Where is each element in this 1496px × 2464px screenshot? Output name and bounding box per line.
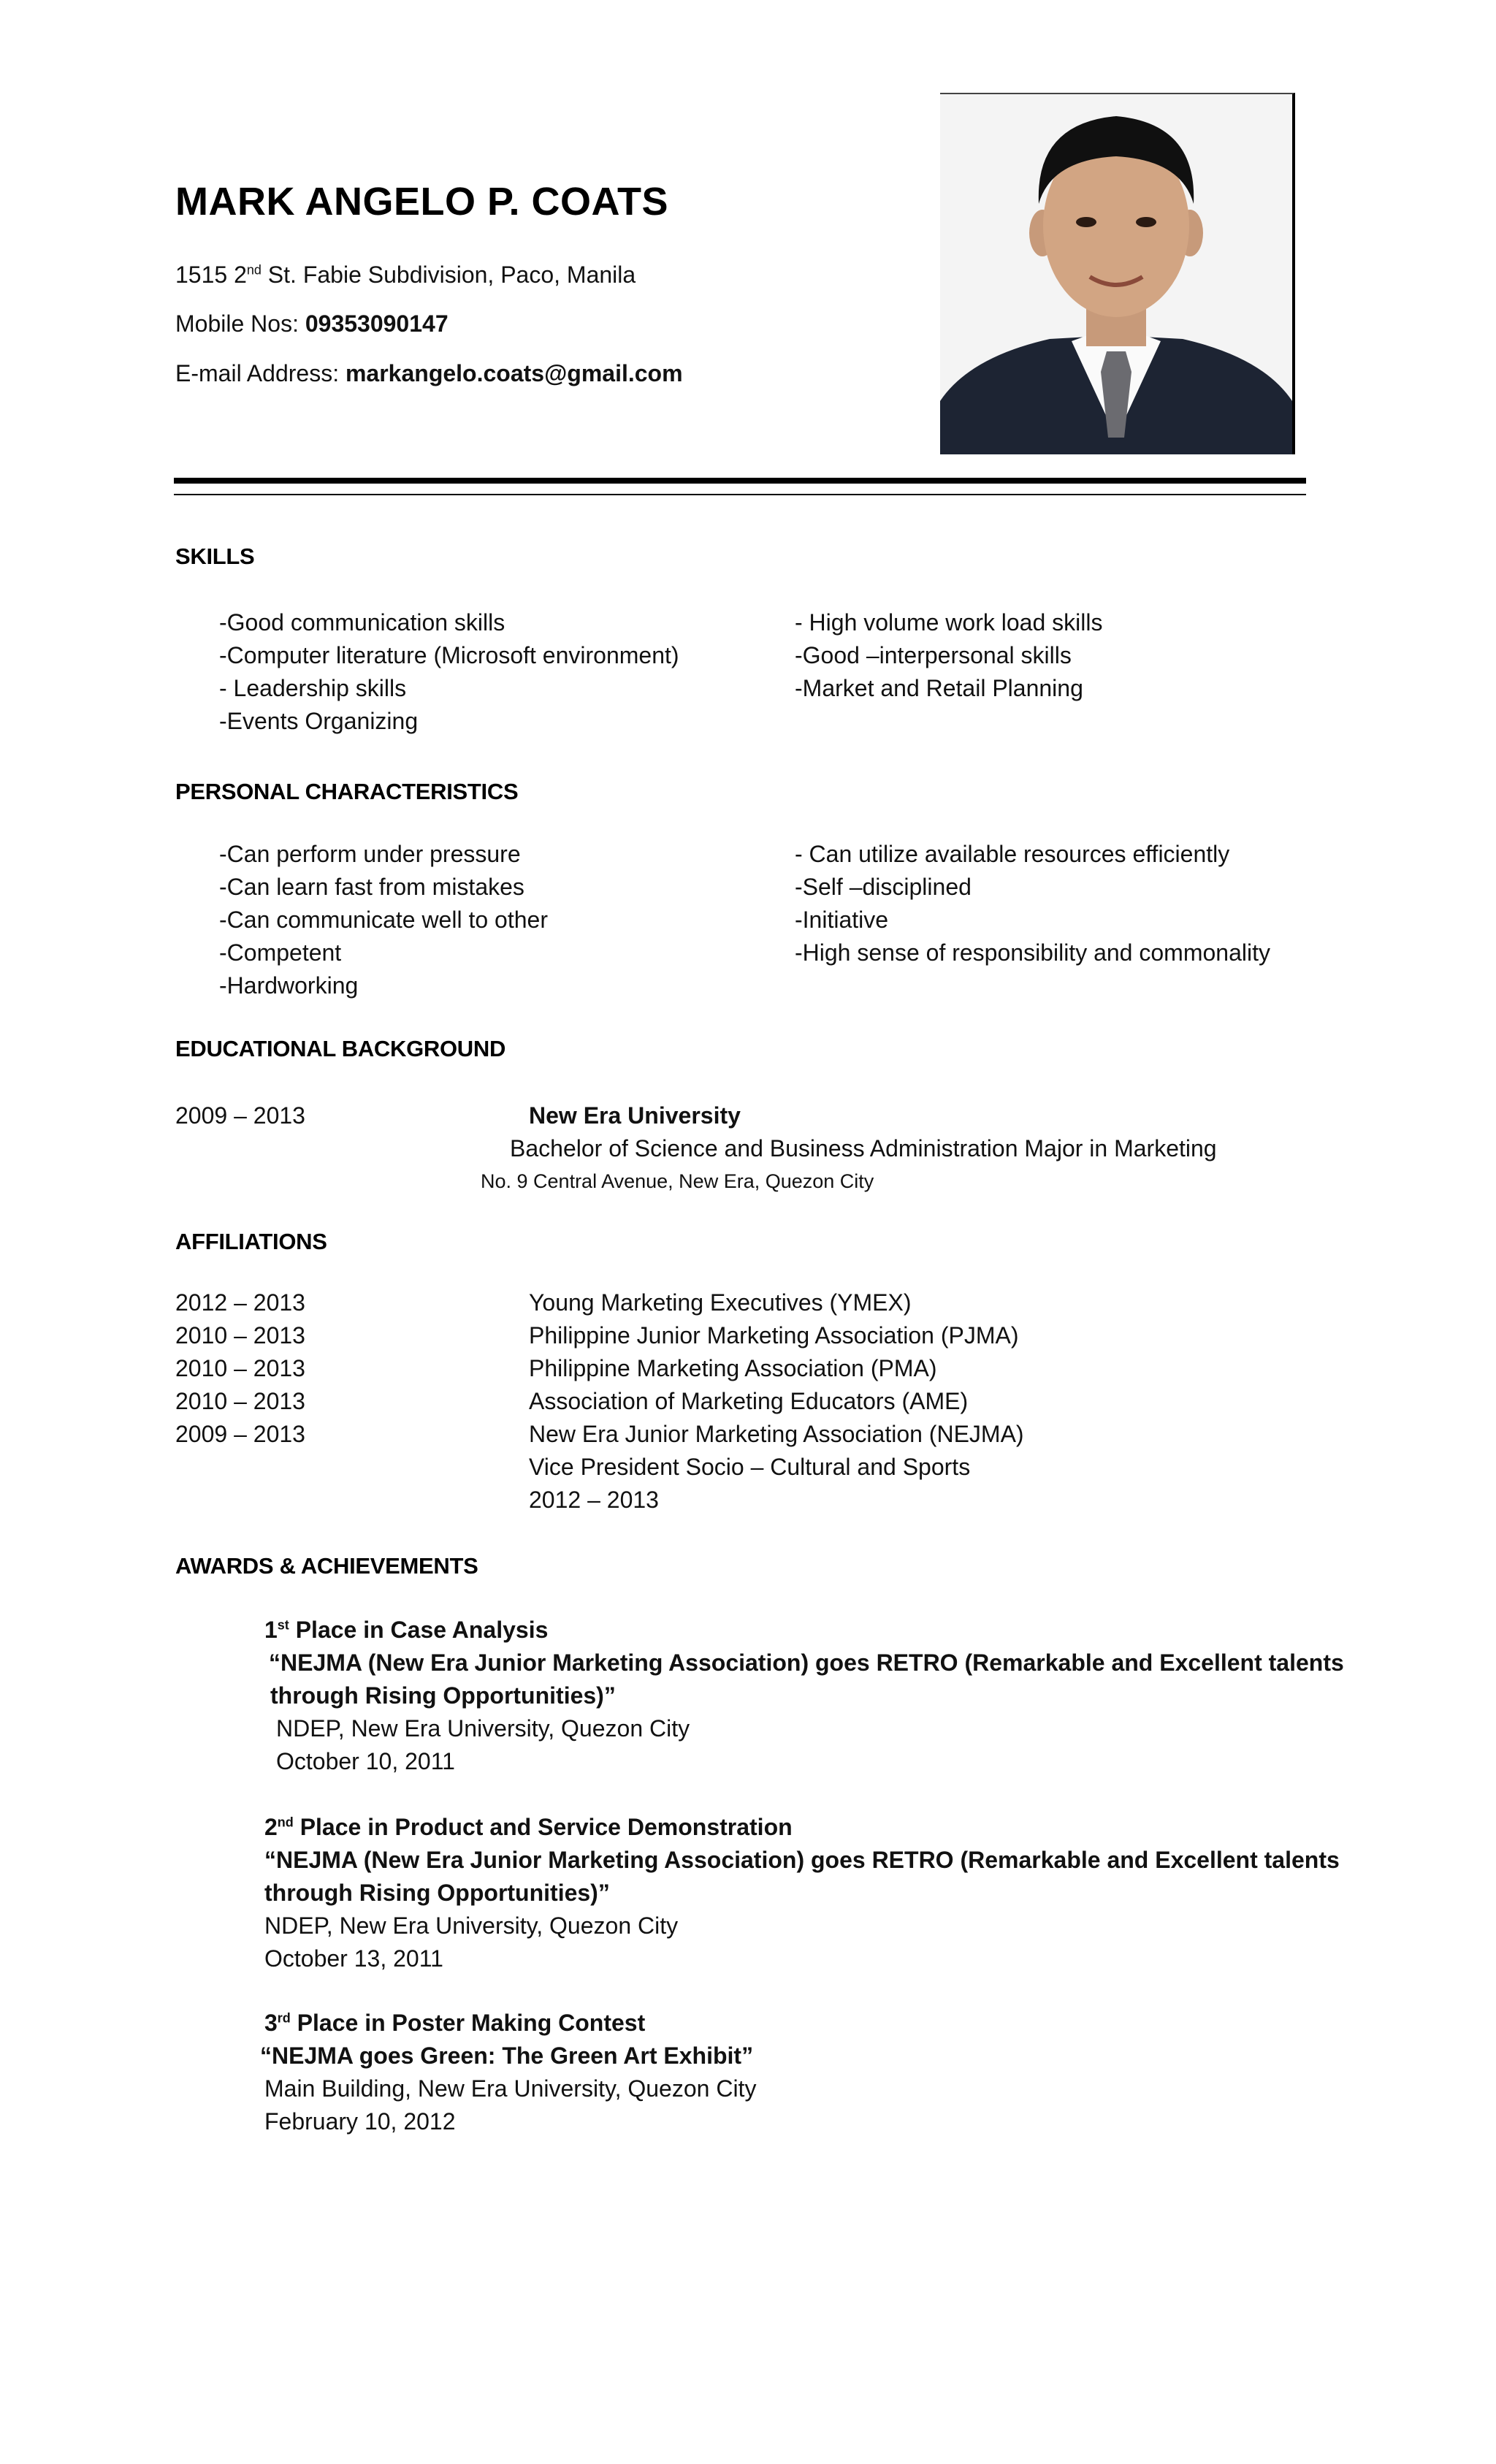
education-heading: EDUCATIONAL BACKGROUND [175,1036,506,1061]
award-place-number: 2 [264,1814,278,1840]
award-event-continued: through Rising Opportunities)” [270,1682,616,1709]
affiliation-org: Association of Marketing Educators (AME) [529,1388,969,1414]
award-title [264,2010,645,2037]
affiliation-years: 2010 – 2013 [175,1355,305,1381]
affiliation-years: 2010 – 2013 [175,1388,305,1414]
degree: Bachelor of Science and Business Administration Major in Marketing [510,1135,1217,1162]
affiliation-org: Young Marketing Executives (YMEX) [529,1289,912,1316]
affiliation-years: 2010 – 2013 [175,1322,305,1349]
header-divider-thin [174,494,1306,495]
list-item: -Can communicate well to other [219,907,548,933]
email-line [175,360,683,387]
list-item: -Can perform under pressure [219,841,521,867]
email-label: E-mail Address: [175,360,346,386]
award-venue: NDEP, New Era University, Quezon City [276,1715,690,1742]
mobile-label: Mobile Nos: [175,310,305,337]
award-event-continued: through Rising Opportunities)” [264,1880,610,1906]
education-years: 2009 – 2013 [175,1102,305,1129]
email-address: markangelo.coats@gmail.com [345,360,683,386]
person-portrait-icon [940,94,1292,454]
profile-photo [940,93,1295,454]
applicant-name: MARK ANGELO P. COATS [175,180,669,224]
award-place-suffix: st [277,1617,289,1633]
award-place-suffix: rd [277,2010,291,2026]
list-item: - High volume work load skills [795,609,1103,636]
award-title [264,1814,793,1841]
list-item: -Market and Retail Planning [795,675,1083,701]
list-item: - Leadership skills [219,675,407,701]
skills-heading: SKILLS [175,543,255,569]
list-item: -Can learn fast from mistakes [219,874,524,900]
award-venue: Main Building, New Era University, Quezon City [264,2075,757,2102]
award-title [264,1617,548,1644]
list-item: -Events Organizing [219,708,419,734]
award-title-text: Place in Poster Making Contest [290,2010,646,2036]
list-item: -Computer literature (Microsoft environment) [219,642,679,668]
list-item: -Self –disciplined [795,874,972,900]
award-place-suffix: nd [277,1815,294,1830]
header-divider-thick [174,478,1306,484]
affiliation-years: 2009 – 2013 [175,1421,305,1447]
school-name: New Era University [529,1102,741,1129]
list-item: -High sense of responsibility and commonality [795,939,1270,966]
award-event: “NEJMA goes Green: The Green Art Exhibit” [260,2042,754,2069]
address-prefix: 1515 2 [175,262,247,288]
affiliation-org: Philippine Junior Marketing Association (PJMA) [529,1322,1019,1349]
award-event: “NEJMA (New Era Junior Marketing Association) goes RETRO (Remarkable and Excellent talents [269,1649,1344,1676]
mobile-number: 09353090147 [305,310,449,337]
list-item: -Initiative [795,907,889,933]
affiliation-org: Philippine Marketing Association (PMA) [529,1355,937,1381]
award-title-text: Place in Case Analysis [289,1617,549,1643]
award-event: “NEJMA (New Era Junior Marketing Association) goes RETRO (Remarkable and Excellent talents [264,1847,1340,1873]
mobile-line [175,310,449,337]
list-item: - Can utilize available resources efficiently [795,841,1230,867]
school-address: No. 9 Central Avenue, New Era, Quezon City [481,1170,874,1192]
affiliation-years: 2012 – 2013 [175,1289,305,1316]
award-place-number: 3 [264,2010,278,2036]
affiliations-heading: AFFILIATIONS [175,1229,327,1254]
address-suffix: nd [246,262,262,278]
award-title-text: Place in Product and Service Demonstration [293,1814,793,1840]
award-date: February 10, 2012 [264,2108,456,2135]
affiliation-org: New Era Junior Marketing Association (NEJMA) [529,1421,1024,1447]
affiliation-position: Vice President Socio – Cultural and Sports [529,1454,971,1480]
award-date: October 13, 2011 [264,1945,443,1972]
list-item: -Competent [219,939,342,966]
award-date: October 10, 2011 [276,1748,455,1774]
affiliation-position-years: 2012 – 2013 [529,1487,659,1513]
award-venue: NDEP, New Era University, Quezon City [264,1912,679,1939]
list-item: -Good communication skills [219,609,505,636]
list-item: -Good –interpersonal skills [795,642,1072,668]
personal-characteristics-heading: PERSONAL CHARACTERISTICS [175,779,519,804]
address-rest: St. Fabie Subdivision, Paco, Manila [261,262,636,288]
award-place-number: 1 [264,1617,278,1643]
list-item: -Hardworking [219,972,359,999]
awards-heading: AWARDS & ACHIEVEMENTS [175,1553,478,1579]
address-line [175,262,636,289]
